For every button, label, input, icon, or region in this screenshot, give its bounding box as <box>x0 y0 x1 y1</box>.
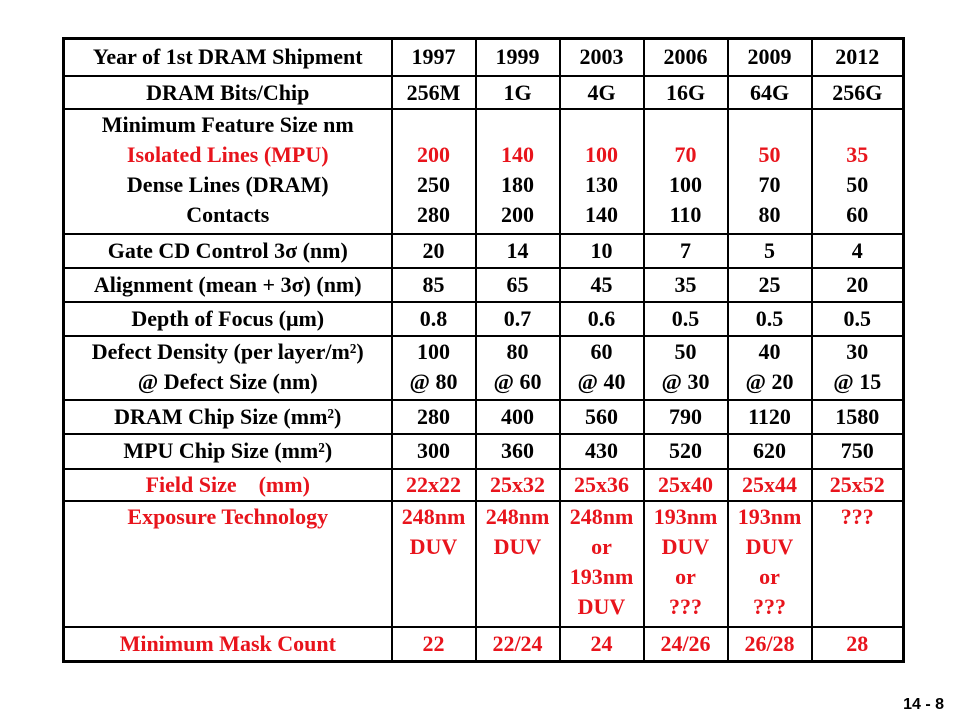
feature-dense-label: Dense Lines (DRAM) <box>126 172 329 198</box>
dof-cell: 0.5 <box>812 302 904 336</box>
isolated-value: 70 <box>674 142 697 168</box>
defect-label-line2: @ Defect Size (nm) <box>137 369 318 395</box>
row-label-gate-cd: Gate CD Control 3σ (nm) <box>64 234 392 267</box>
feature-cell <box>392 109 476 234</box>
defect-density-value: 40 <box>758 339 781 365</box>
row-label-year: Year of 1st DRAM Shipment <box>64 39 392 76</box>
contacts-value: 110 <box>669 202 702 228</box>
defect-size-value: @ 15 <box>833 369 882 395</box>
dense-value: 180 <box>501 172 534 198</box>
exposure-line: 248nm <box>485 503 550 529</box>
feature-cell <box>476 109 560 234</box>
exposure-line: DUV <box>409 533 458 559</box>
dram-chip-cell: 1580 <box>812 400 904 434</box>
mpu-chip-cell: 360 <box>476 434 560 468</box>
row-depth-of-focus <box>64 302 904 336</box>
exposure-label: Exposure Technology <box>127 503 329 529</box>
dof-cell: 0.7 <box>476 302 560 336</box>
defect-cell <box>728 336 812 400</box>
exposure-cell <box>644 501 728 627</box>
mask-count-cell: 28 <box>812 627 904 661</box>
dof-cell: 0.8 <box>392 302 476 336</box>
dense-value: 250 <box>417 172 450 198</box>
row-feature-size <box>64 109 904 234</box>
mpu-chip-cell: 430 <box>560 434 644 468</box>
contacts-value: 80 <box>758 202 781 228</box>
exposure-line: 248nm <box>569 503 634 529</box>
exposure-line: ??? <box>840 503 874 529</box>
bits-cell: 256M <box>392 76 476 109</box>
exposure-cell <box>728 501 812 627</box>
defect-size-value: @ 20 <box>745 369 794 395</box>
row-label-feature-size <box>64 109 392 234</box>
bits-cell: 1G <box>476 76 560 109</box>
alignment-cell: 65 <box>476 268 560 302</box>
row-mpu-chip-size <box>64 434 904 468</box>
defect-density-value: 100 <box>417 339 450 365</box>
alignment-cell: 45 <box>560 268 644 302</box>
exposure-line: DUV <box>493 533 542 559</box>
gate-cd-cell: 20 <box>392 234 476 267</box>
field-size-cell: 25x36 <box>560 469 644 501</box>
exposure-cell <box>476 501 560 627</box>
defect-size-value: @ 80 <box>409 369 458 395</box>
defect-label-line1: Defect Density (per layer/m²) <box>91 339 364 365</box>
feature-cell <box>812 109 904 234</box>
exposure-line: or <box>675 563 696 589</box>
isolated-value: 35 <box>846 142 869 168</box>
isolated-value: 200 <box>417 142 450 168</box>
defect-size-value: @ 30 <box>661 369 710 395</box>
dof-cell: 0.5 <box>644 302 728 336</box>
gate-cd-cell: 4 <box>812 234 904 267</box>
row-mask-count <box>64 627 904 661</box>
row-alignment <box>64 268 904 302</box>
gate-cd-cell: 10 <box>560 234 644 267</box>
gate-cd-cell: 7 <box>644 234 728 267</box>
defect-size-value: @ 60 <box>493 369 542 395</box>
defect-size-value: @ 40 <box>577 369 626 395</box>
defect-density-value: 60 <box>590 339 613 365</box>
exposure-line: or <box>759 563 780 589</box>
exposure-line: ??? <box>753 593 786 619</box>
exposure-line: 193nm <box>737 503 802 529</box>
mpu-chip-cell: 750 <box>812 434 904 468</box>
mpu-chip-cell: 300 <box>392 434 476 468</box>
mask-count-cell: 22 <box>392 627 476 661</box>
alignment-cell: 25 <box>728 268 812 302</box>
mask-count-cell: 24/26 <box>644 627 728 661</box>
field-size-cell: 25x40 <box>644 469 728 501</box>
dof-cell: 0.5 <box>728 302 812 336</box>
exposure-line: DUV <box>745 533 794 559</box>
bits-cell: 16G <box>644 76 728 109</box>
defect-cell <box>476 336 560 400</box>
row-label-dof: Depth of Focus (μm) <box>64 302 392 336</box>
exposure-line: 193nm <box>569 563 634 589</box>
alignment-cell: 85 <box>392 268 476 302</box>
row-label-mask-count: Minimum Mask Count <box>64 627 392 661</box>
exposure-line: 248nm <box>401 503 466 529</box>
dram-chip-cell: 790 <box>644 400 728 434</box>
roadmap-table <box>62 37 905 663</box>
field-size-cell: 25x52 <box>812 469 904 501</box>
defect-cell <box>812 336 904 400</box>
isolated-value: 50 <box>758 142 781 168</box>
defect-cell <box>560 336 644 400</box>
dense-value: 130 <box>585 172 618 198</box>
year-cell: 1999 <box>476 39 560 76</box>
row-label-mpu-chip: MPU Chip Size (mm²) <box>64 434 392 468</box>
dram-chip-cell: 400 <box>476 400 560 434</box>
year-cell: 2009 <box>728 39 812 76</box>
mask-count-cell: 26/28 <box>728 627 812 661</box>
bits-cell: 64G <box>728 76 812 109</box>
exposure-line: or <box>591 533 612 559</box>
feature-title: Minimum Feature Size nm <box>101 112 354 138</box>
field-size-cell: 25x44 <box>728 469 812 501</box>
bits-cell: 256G <box>812 76 904 109</box>
feature-contacts-label: Contacts <box>186 202 270 228</box>
dense-value: 70 <box>758 172 781 198</box>
mask-count-cell: 22/24 <box>476 627 560 661</box>
dof-cell: 0.6 <box>560 302 644 336</box>
exposure-line: DUV <box>661 533 710 559</box>
exposure-line: 193nm <box>653 503 718 529</box>
gate-cd-cell: 14 <box>476 234 560 267</box>
exposure-cell <box>812 501 904 627</box>
year-cell: 2006 <box>644 39 728 76</box>
defect-density-value: 30 <box>846 339 869 365</box>
dense-value: 50 <box>846 172 869 198</box>
dram-chip-cell: 1120 <box>728 400 812 434</box>
exposure-cell <box>560 501 644 627</box>
year-cell: 1997 <box>392 39 476 76</box>
mpu-chip-cell: 520 <box>644 434 728 468</box>
defect-density-value: 50 <box>674 339 697 365</box>
contacts-value: 60 <box>846 202 869 228</box>
row-label-exposure <box>64 501 392 627</box>
row-defect-density <box>64 336 904 400</box>
row-label-field-size: Field Size (mm) <box>64 469 392 501</box>
row-label-defect <box>64 336 392 400</box>
field-size-cell: 25x32 <box>476 469 560 501</box>
defect-density-value: 80 <box>506 339 529 365</box>
row-year <box>64 39 904 76</box>
defect-cell <box>392 336 476 400</box>
page-number: 14 - 8 <box>903 696 944 713</box>
exposure-line: ??? <box>669 593 702 619</box>
isolated-value: 100 <box>585 142 618 168</box>
alignment-cell: 35 <box>644 268 728 302</box>
bits-cell: 4G <box>560 76 644 109</box>
feature-cell <box>560 109 644 234</box>
mask-count-cell: 24 <box>560 627 644 661</box>
year-cell: 2003 <box>560 39 644 76</box>
gate-cd-cell: 5 <box>728 234 812 267</box>
row-exposure-technology <box>64 501 904 627</box>
field-size-cell: 22x22 <box>392 469 476 501</box>
exposure-line: DUV <box>577 593 626 619</box>
feature-cell <box>728 109 812 234</box>
exposure-cell <box>392 501 476 627</box>
row-label-dram-chip: DRAM Chip Size (mm²) <box>64 400 392 434</box>
contacts-value: 280 <box>417 202 450 228</box>
mpu-chip-cell: 620 <box>728 434 812 468</box>
year-cell: 2012 <box>812 39 904 76</box>
feature-cell <box>644 109 728 234</box>
dram-chip-cell: 560 <box>560 400 644 434</box>
contacts-value: 200 <box>501 202 534 228</box>
row-bits <box>64 76 904 109</box>
row-gate-cd <box>64 234 904 267</box>
dram-chip-cell: 280 <box>392 400 476 434</box>
row-label-alignment: Alignment (mean + 3σ) (nm) <box>64 268 392 302</box>
dense-value: 100 <box>669 172 702 198</box>
defect-cell <box>644 336 728 400</box>
row-field-size <box>64 469 904 501</box>
row-dram-chip-size <box>64 400 904 434</box>
feature-isolated-label: Isolated Lines (MPU) <box>126 142 329 168</box>
row-label-bits: DRAM Bits/Chip <box>64 76 392 109</box>
alignment-cell: 20 <box>812 268 904 302</box>
isolated-value: 140 <box>501 142 534 168</box>
contacts-value: 140 <box>585 202 618 228</box>
